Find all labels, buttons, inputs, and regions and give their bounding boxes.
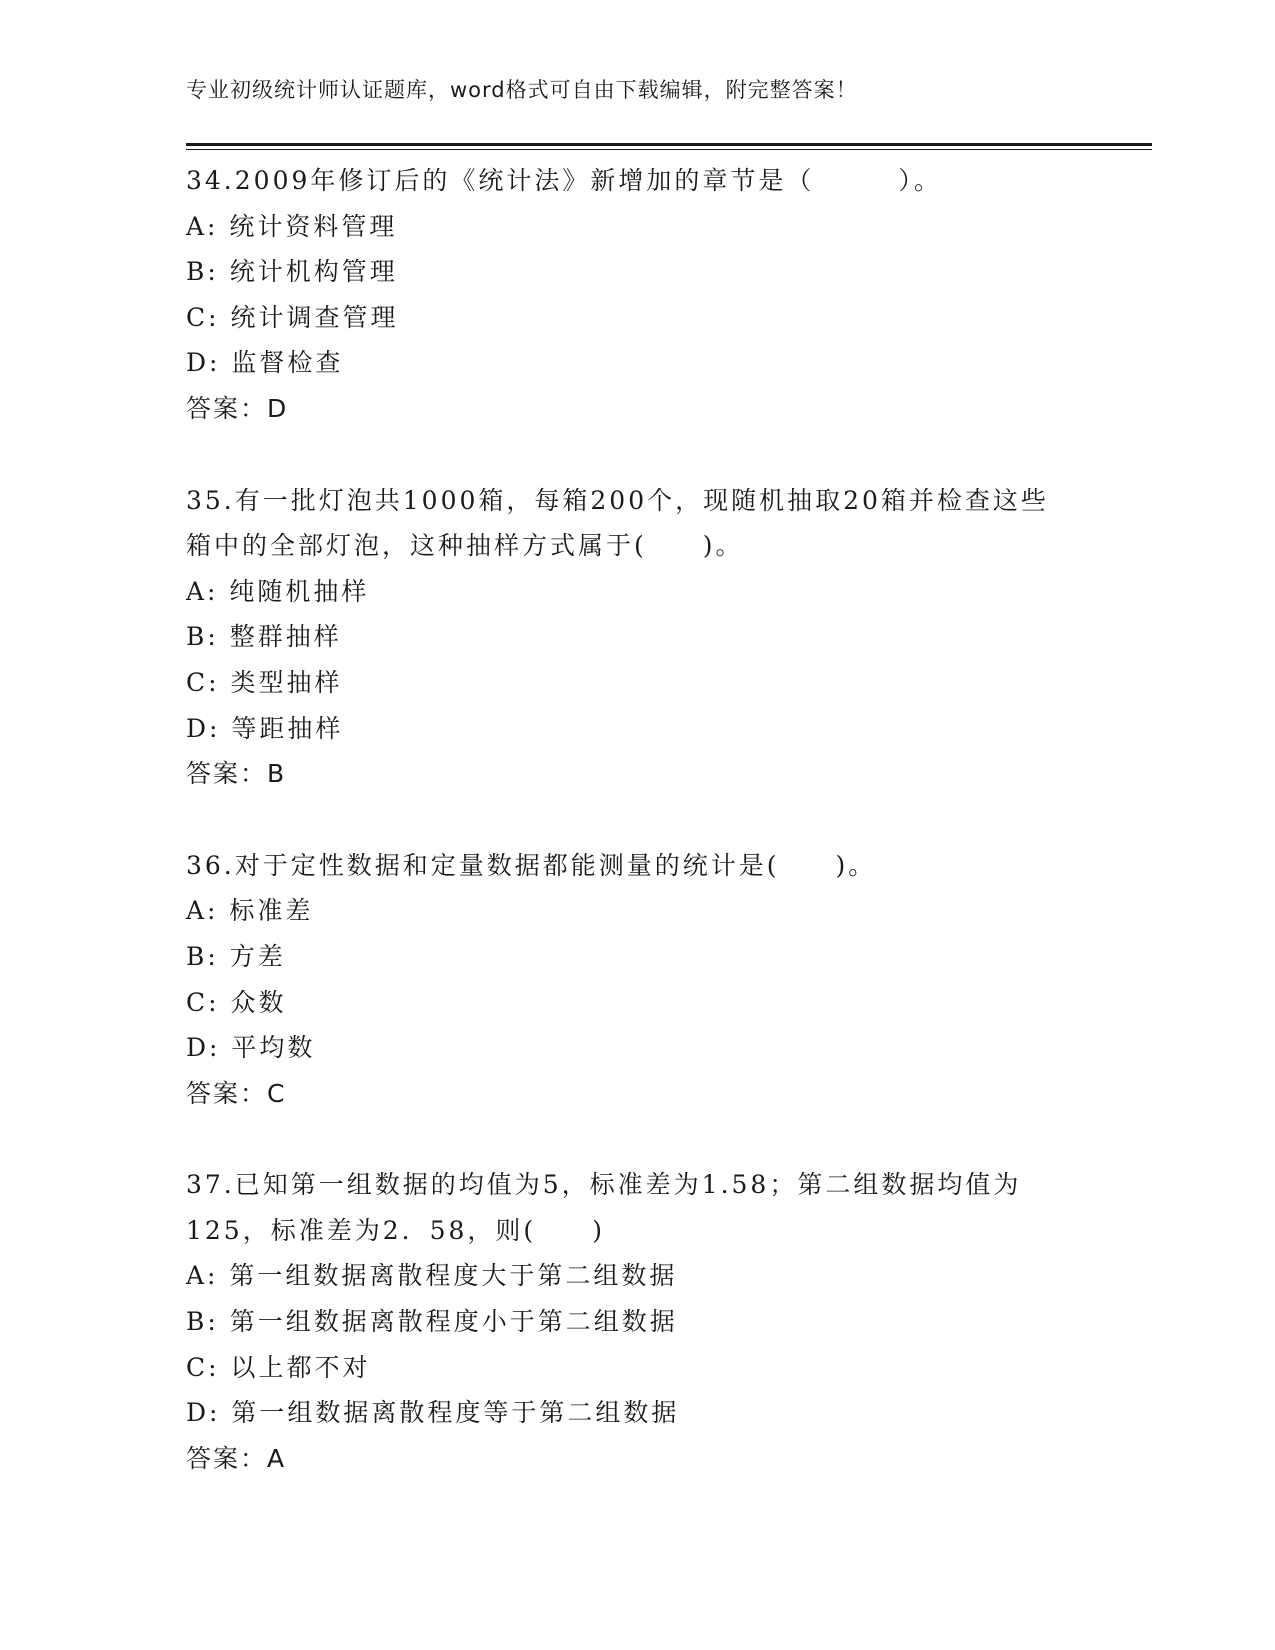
question-36	[186, 843, 1106, 1117]
option-d: D: 等距抽样	[186, 713, 344, 743]
question-35	[186, 478, 1106, 797]
option-b: B: 统计机构管理	[186, 257, 398, 287]
question-text: 35.有一批灯泡共1000箱，每箱200个，现随机抽取20箱并检查这些	[186, 485, 1049, 515]
option-b: B: 整群抽样	[186, 622, 342, 652]
question-list	[186, 158, 1106, 1527]
option-c: C: 类型抽样	[186, 667, 343, 697]
option-c: C: 以上都不对	[186, 1352, 371, 1382]
option-a: A: 纯随机抽样	[186, 576, 370, 606]
question-text: 37.已知第一组数据的均值为5，标准差为1.58；第二组数据均值为	[186, 1170, 1022, 1200]
option-b: B: 第一组数据离散程度小于第二组数据	[186, 1307, 678, 1337]
question-text-continued: 125，标准差为2．58，则( )	[186, 1215, 605, 1245]
answer-line: 答案：B	[186, 759, 287, 789]
option-d: D: 第一组数据离散程度等于第二组数据	[186, 1398, 680, 1428]
question-text: 36.对于定性数据和定量数据都能测量的统计是( )。	[186, 850, 877, 880]
question-text: 34.2009年修订后的《统计法》新增加的章节是（ ）。	[186, 166, 942, 195]
option-d: D: 平均数	[186, 1033, 316, 1063]
question-37	[186, 1162, 1106, 1481]
option-c: C: 统计调查管理	[186, 302, 399, 332]
option-d: D: 监督检查	[186, 348, 344, 378]
answer-line: 答案：C	[186, 1078, 287, 1108]
page-header: 专业初级统计师认证题库，word格式可自由下载编辑，附完整答案！	[186, 78, 858, 102]
option-c: C: 众数	[186, 987, 287, 1017]
question-34	[186, 158, 1106, 432]
header-rule-thin	[186, 149, 1152, 150]
header-rule-thick	[186, 143, 1152, 146]
answer-line: 答案：A	[186, 1443, 287, 1473]
option-b: B: 方差	[186, 941, 286, 971]
option-a: A: 统计资料管理	[186, 211, 398, 241]
option-a: A: 标准差	[186, 896, 314, 926]
question-text-continued: 箱中的全部灯泡，这种抽样方式属于( )。	[186, 531, 744, 561]
answer-line: 答案：D	[186, 393, 289, 423]
option-a: A: 第一组数据离散程度大于第二组数据	[186, 1261, 678, 1291]
